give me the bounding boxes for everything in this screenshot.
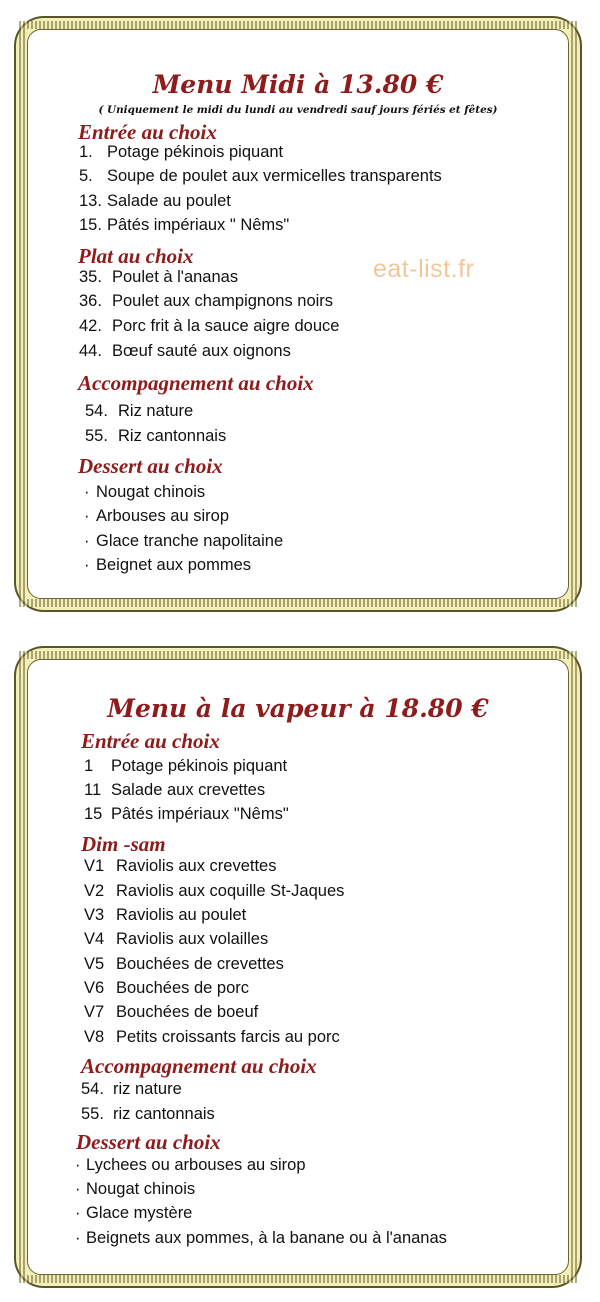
section-heading-entree: Entrée au choix [81, 729, 220, 753]
menu-midi-panel [27, 29, 569, 599]
menu-item: V8 Petits croissants farcis au porc [84, 1028, 340, 1046]
section-heading-dimsam: Dim -sam [81, 832, 166, 856]
menu-item: · Nougat chinois [84, 483, 206, 501]
menu-item: 5. Soupe de poulet aux vermicelles transparents [79, 167, 442, 185]
menu-item: · Nougat chinois [75, 1180, 196, 1198]
section-heading-entree: Entrée au choix [78, 120, 217, 144]
menu-item: V1 Raviolis aux crevettes [84, 857, 277, 875]
menu-item: 13. Salade au poulet [79, 192, 231, 210]
menu-vapeur-panel [27, 659, 569, 1275]
menu-item: 54. Riz nature [85, 402, 194, 420]
menu-item: V7 Bouchées de boeuf [84, 1003, 259, 1021]
menu-item: · Glace mystère [75, 1204, 193, 1222]
section-heading-dessert: Dessert au choix [78, 454, 223, 478]
menu-item: · Beignets aux pommes, à la banane ou à l'ananas [75, 1229, 447, 1247]
section-heading-accompagnement: Accompagnement au choix [78, 371, 314, 395]
menu-vapeur-title: Menu à la vapeur à 18.80 € [107, 694, 489, 723]
menu-item: 54. riz nature [81, 1080, 182, 1098]
menu-item: 35. Poulet à l'ananas [79, 268, 239, 286]
menu-item: V3 Raviolis au poulet [84, 906, 247, 924]
menu-item: 1 Potage pékinois piquant [84, 757, 288, 775]
menu-item: 55. Riz cantonnais [85, 427, 227, 445]
watermark-logo: eat-list.fr [373, 255, 475, 283]
menu-item: V2 Raviolis aux coquille St-Jaques [84, 882, 345, 900]
menu-midi-subtitle: ( Uniquement le midi du lundi au vendredi sauf jours fériés et fêtes) [98, 104, 498, 116]
section-heading-plat: Plat au choix [78, 244, 194, 268]
menu-item: 11 Salade aux crevettes [84, 781, 266, 799]
menu-item: 1. Potage pékinois piquant [79, 143, 284, 161]
menu-item: 55. riz cantonnais [81, 1105, 215, 1123]
menu-item: · Arbouses au sirop [84, 507, 229, 525]
menu-item: V6 Bouchées de porc [84, 979, 250, 997]
menu-item: 36. Poulet aux champignons noirs [79, 292, 334, 310]
menu-item: 15. Pâtés impériaux " Nêms" [79, 216, 290, 234]
menu-item: 44. Bœuf sauté aux oignons [79, 342, 291, 360]
menu-item: · Beignet aux pommes [84, 556, 252, 574]
menu-item: V4 Raviolis aux volailles [84, 930, 269, 948]
menu-vapeur-card [14, 646, 582, 1288]
section-heading-dessert: Dessert au choix [76, 1130, 221, 1154]
menu-midi-card [14, 16, 582, 612]
menu-item: 42. Porc frit à la sauce aigre douce [79, 317, 340, 335]
section-heading-accompagnement: Accompagnement au choix [81, 1054, 317, 1078]
menu-midi-title: Menu Midi à 13.80 € [152, 70, 444, 99]
menu-item: · Glace tranche napolitaine [84, 532, 284, 550]
menu-item: 15 Pâtés impériaux "Nêms" [84, 805, 289, 823]
menu-item: · Lychees ou arbouses au sirop [75, 1156, 306, 1174]
menu-item: V5 Bouchées de crevettes [84, 955, 284, 973]
